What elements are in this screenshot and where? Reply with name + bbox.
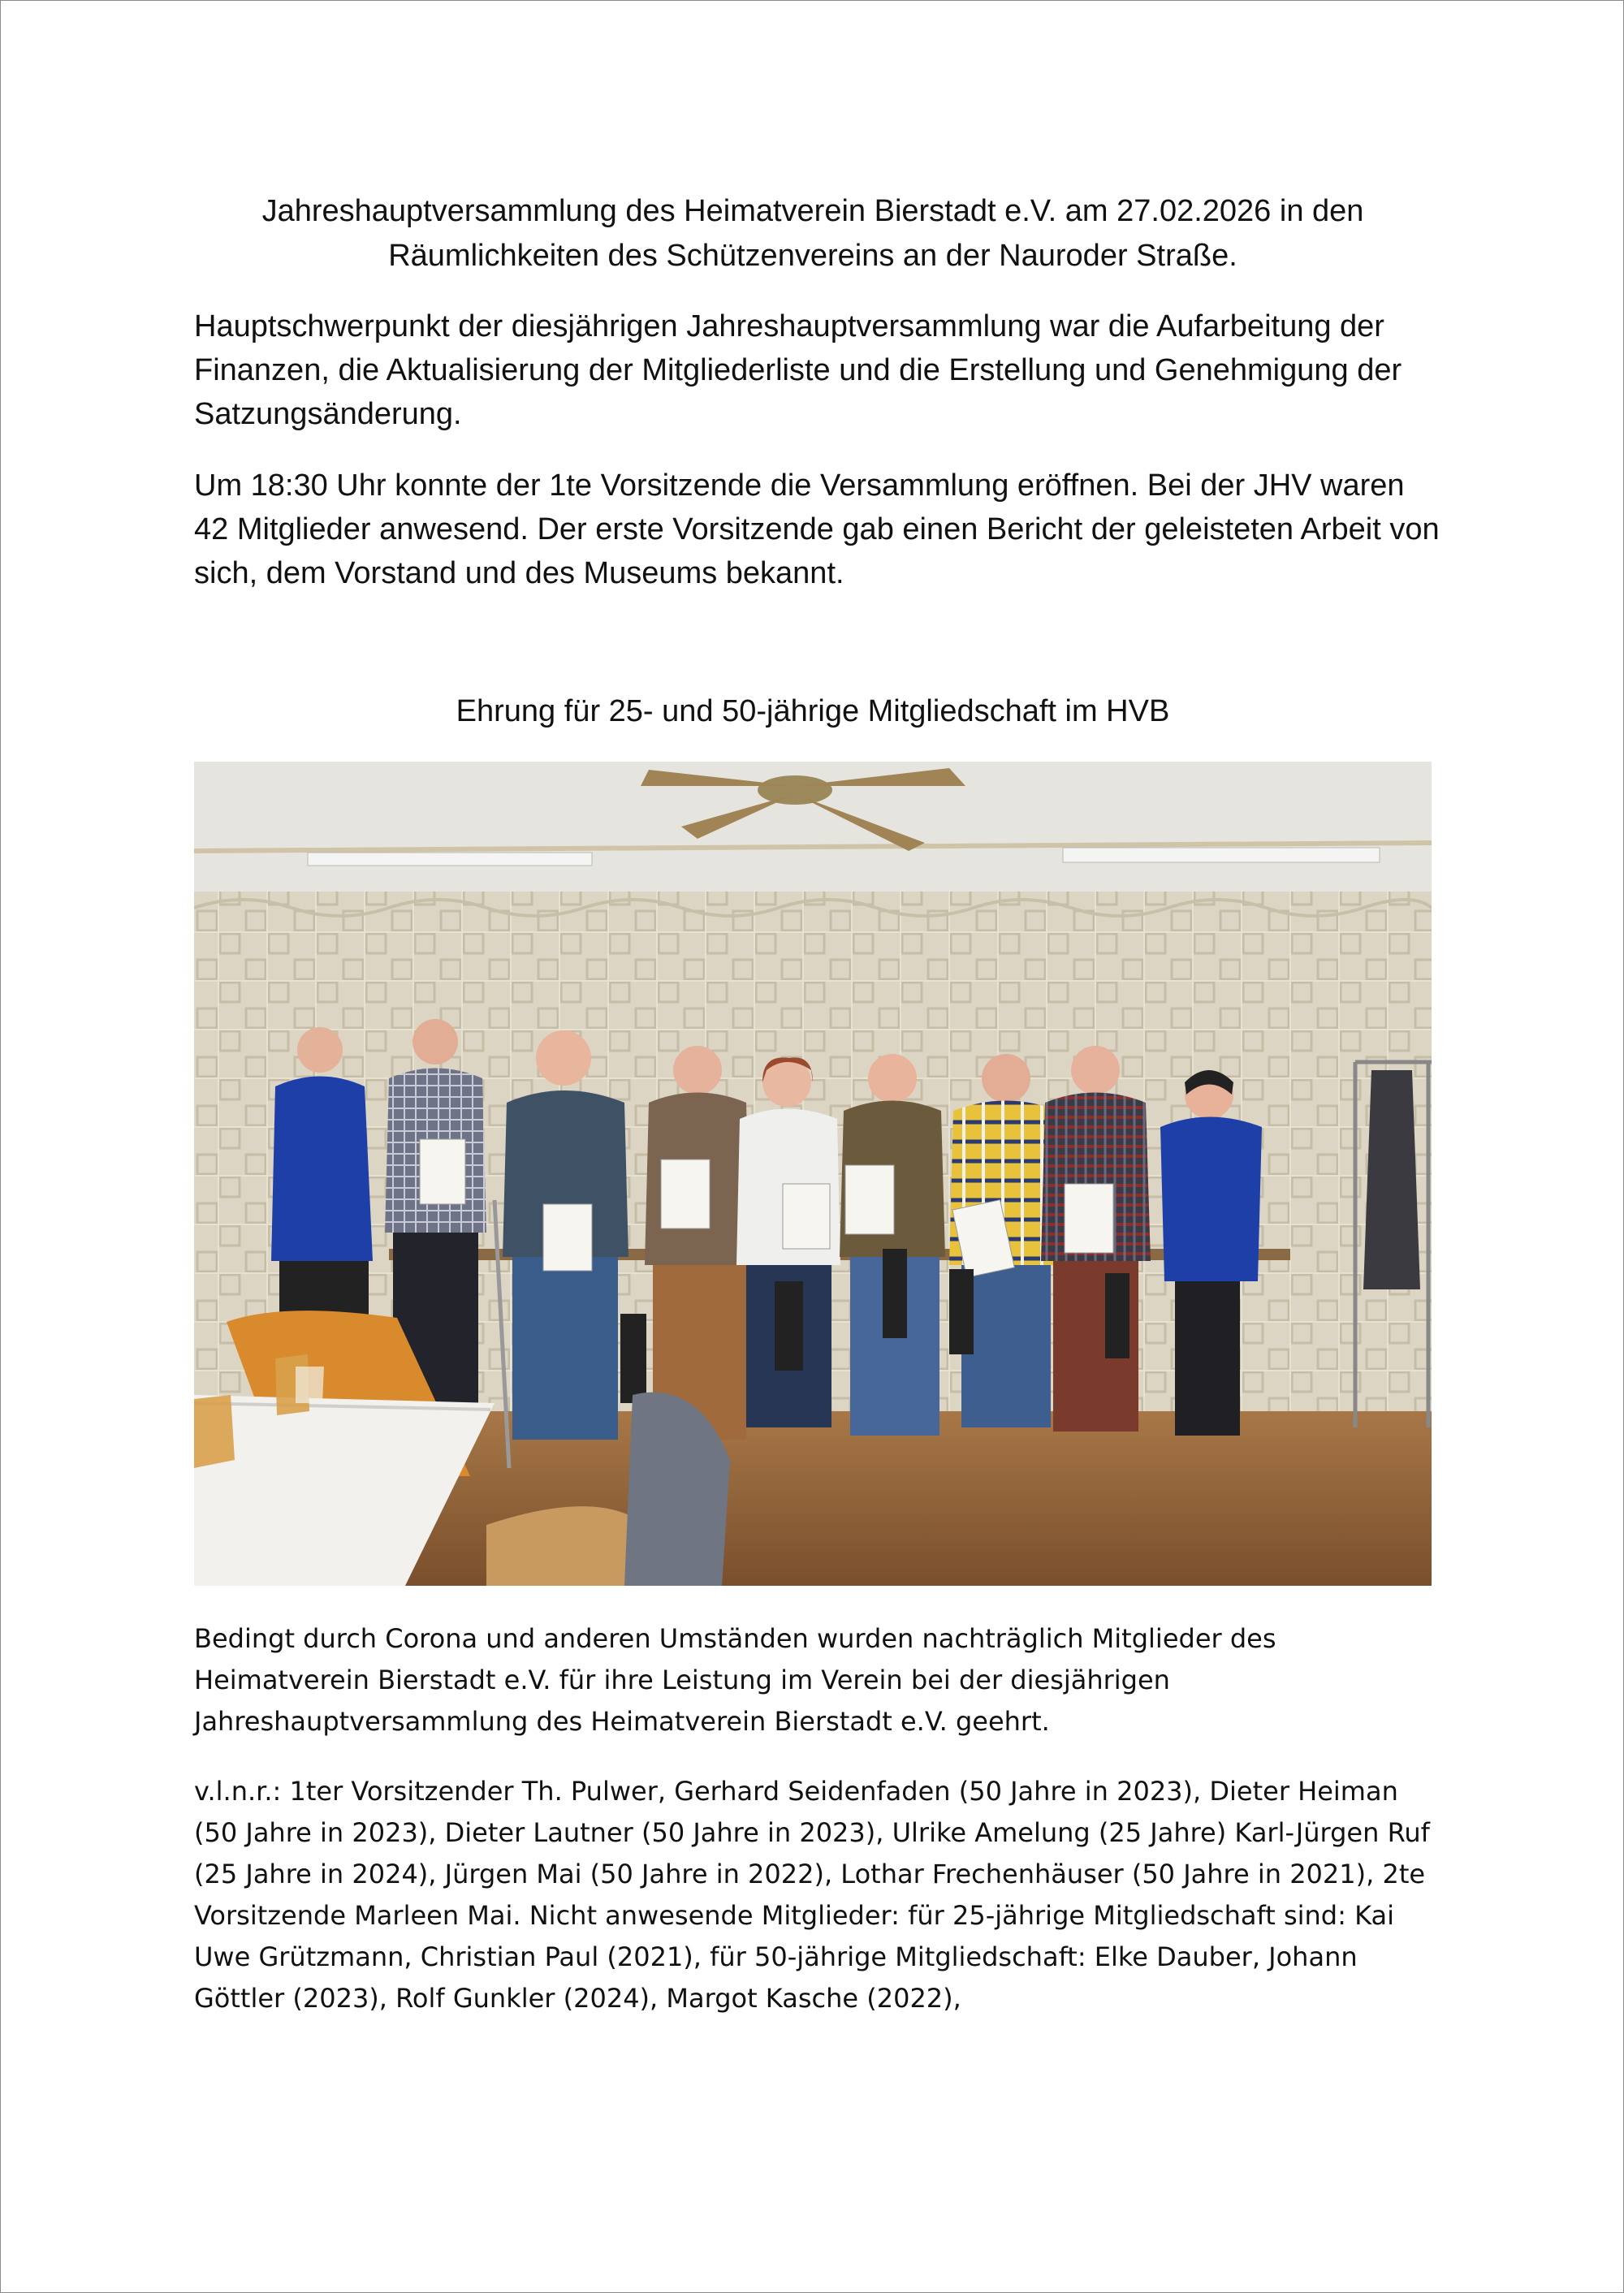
title-line-2: Räumlichkeiten des Schützenvereins an der Nauroder Straße. [388,239,1237,273]
group-photo-illustration [194,762,1432,1586]
intro-paragraph: Hauptschwerpunkt der diesjährigen Jahreshauptversammlung war die Aufarbeitung der Finanzen, die Aktualisierung der Mitgliederliste und die Erstellung und Genehmigung der Satzungsänderung. [194,309,1402,431]
document-title [193,189,1432,279]
title-line-1: Jahreshauptversammlung des Heimatverein Bierstadt e.V. am 27.02.2026 in den [261,194,1364,228]
group-photo [194,762,1432,1586]
honors-intro-paragraph: Bedingt durch Corona und anderen Umständen wurden nachträglich Mitglieder des Heimatverein Bierstadt e.V. für ihre Leistung im Verein bei der diesjährigen Jahreshauptversammlung des Heimatverein Bierstadt e.V. geehrt. [194,1623,1276,1737]
opening-paragraph: Um 18:30 Uhr konnte der 1te Vorsitzende die Versammlung eröffnen. Bei der JHV waren 42 Mitglieder anwesend. Der erste Vorsitzende gab einen Bericht der geleisteten Arbeit von sich, dem Vorstand und des Museums bekannt. [194,469,1440,590]
photo-title: Ehrung für 25- und 50-jährige Mitgliedschaft im HVB [456,694,1170,728]
honorees-list-paragraph: v.l.n.r.: 1ter Vorsitzender Th. Pulwer, Gerhard Seidenfaden (50 Jahre in 2023), Dieter Heiman (50 Jahre in 2023), Dieter Lautner (50 Jahre in 2023), Ulrike Amelung (25 Jahre) Karl-Jürgen Ruf (25 Jahre in 2024), Jürgen Mai (50 Jahre in 2022), Lothar Frechenhäuser (50 Jahre in 2021), 2te Vorsitzende Marleen Mai. Nicht anwesende Mitglieder: für 25-jährige Mitgliedschaft sind: Kai Uwe Grützmann, Christian Paul (2021), für 50-jährige Mitgliedschaft: Elke Dauber, Johann Göttler (2023), Rolf Gunkler (2024), Margot Kasche (2022), [194,1776,1430,2014]
